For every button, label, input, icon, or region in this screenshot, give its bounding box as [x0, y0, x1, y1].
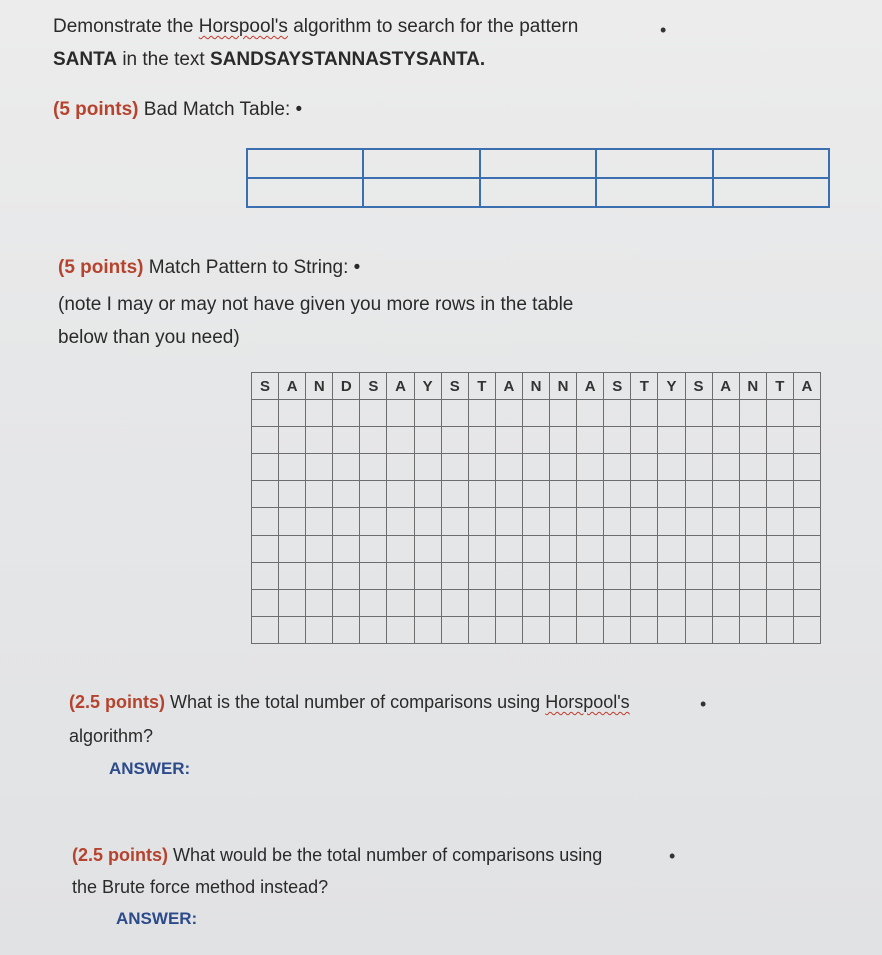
match-grid-cell[interactable] — [522, 508, 549, 535]
match-grid-header-cell: N — [739, 373, 766, 400]
match-grid-cell[interactable] — [468, 481, 495, 508]
match-grid-cell[interactable] — [468, 589, 495, 616]
match-grid-cell[interactable] — [279, 508, 306, 535]
match-grid-cell[interactable] — [793, 400, 820, 427]
match-grid-header-cell: A — [577, 373, 604, 400]
match-grid-cell[interactable] — [766, 427, 793, 454]
match-grid-cell[interactable] — [333, 535, 360, 562]
match-grid-cell[interactable] — [522, 481, 549, 508]
match-grid-cell[interactable] — [279, 427, 306, 454]
match-grid-header-cell: S — [685, 373, 712, 400]
match-grid-cell[interactable] — [333, 427, 360, 454]
match-grid-cell[interactable] — [306, 589, 333, 616]
match-grid-cell[interactable] — [333, 400, 360, 427]
bad-match-table — [246, 148, 830, 208]
match-grid-cell[interactable] — [306, 454, 333, 481]
match-grid-cell[interactable] — [712, 508, 739, 535]
match-grid-header-cell: A — [495, 373, 522, 400]
match-grid-cell[interactable] — [387, 481, 414, 508]
intro-line-1 — [53, 15, 578, 39]
match-grid-cell[interactable] — [441, 508, 468, 535]
match-grid-cell[interactable] — [279, 481, 306, 508]
match-grid-cell[interactable] — [658, 589, 685, 616]
match-grid-cell[interactable] — [550, 508, 577, 535]
match-grid-cell[interactable] — [550, 400, 577, 427]
match-grid-cell[interactable] — [441, 454, 468, 481]
match-grid-cell[interactable] — [441, 400, 468, 427]
match-note-line-2: below than you need) — [58, 327, 240, 348]
match-grid-cell[interactable] — [658, 400, 685, 427]
match-grid-cell[interactable] — [279, 454, 306, 481]
bad-match-row — [247, 178, 829, 207]
match-grid-cell[interactable] — [793, 454, 820, 481]
q3-line-2: algorithm? — [69, 726, 154, 746]
match-grid-cell[interactable] — [387, 400, 414, 427]
intro-end: . — [479, 49, 486, 70]
match-grid-cell[interactable] — [712, 427, 739, 454]
match-grid-cell[interactable] — [414, 589, 441, 616]
match-grid-row — [252, 481, 821, 508]
bad-match-heading — [53, 98, 302, 122]
match-grid-cell[interactable] — [712, 535, 739, 562]
match-grid-cell[interactable] — [739, 427, 766, 454]
match-grid-cell[interactable] — [333, 589, 360, 616]
match-grid-cell[interactable] — [631, 535, 658, 562]
match-grid-cell[interactable] — [414, 400, 441, 427]
match-grid-cell[interactable] — [658, 427, 685, 454]
match-grid-cell[interactable] — [658, 535, 685, 562]
match-grid-header-cell: N — [522, 373, 549, 400]
match-grid-cell[interactable] — [577, 508, 604, 535]
match-grid-cell[interactable] — [522, 616, 549, 643]
match-grid-cell[interactable] — [414, 481, 441, 508]
match-grid-cell[interactable] — [279, 400, 306, 427]
q4-bullet: • — [669, 846, 676, 866]
bad-match-cell[interactable] — [363, 149, 479, 178]
match-grid-cell[interactable] — [631, 508, 658, 535]
match-grid-cell[interactable] — [712, 562, 739, 589]
match-grid-cell[interactable] — [577, 535, 604, 562]
match-grid-cell[interactable] — [414, 562, 441, 589]
horspool-word: Horspool's — [198, 16, 288, 37]
match-grid-cell[interactable] — [333, 562, 360, 589]
match-grid-cell[interactable] — [495, 616, 522, 643]
bad-match-label: Bad Match Table: • — [138, 99, 303, 120]
match-grid-cell[interactable] — [631, 400, 658, 427]
match-grid-cell[interactable] — [739, 481, 766, 508]
match-grid-cell[interactable] — [631, 589, 658, 616]
match-grid-cell[interactable] — [252, 535, 279, 562]
match-grid-header-cell: S — [441, 373, 468, 400]
match-grid-cell[interactable] — [252, 481, 279, 508]
bad-match-cell[interactable] — [713, 149, 829, 178]
q4-answer-label: ANSWER: — [116, 909, 198, 928]
q3-bullet: • — [700, 694, 707, 714]
match-grid-header-cell: T — [468, 373, 495, 400]
match-grid-cell[interactable] — [387, 508, 414, 535]
match-grid-cell[interactable] — [387, 562, 414, 589]
match-grid-cell[interactable] — [441, 589, 468, 616]
match-grid-header-cell: Y — [658, 373, 685, 400]
match-points: (5 points) — [58, 257, 144, 278]
search-text: SANDSAYSTANNASTYSANTA — [210, 49, 480, 70]
intro-text-post: algorithm to search for the pattern — [287, 16, 579, 37]
match-grid-cell[interactable] — [360, 400, 387, 427]
match-grid-cell[interactable] — [387, 535, 414, 562]
match-grid-cell[interactable] — [414, 616, 441, 643]
match-grid-cell[interactable] — [495, 562, 522, 589]
match-grid-cell[interactable] — [360, 589, 387, 616]
match-grid-cell[interactable] — [495, 535, 522, 562]
match-grid-row — [252, 535, 821, 562]
match-grid-cell[interactable] — [685, 535, 712, 562]
q3-answer-label: ANSWER: — [109, 759, 191, 778]
match-grid-header-cell: N — [306, 373, 333, 400]
match-grid-header-cell: Y — [414, 373, 441, 400]
match-grid-cell[interactable] — [577, 481, 604, 508]
match-grid-cell[interactable] — [685, 562, 712, 589]
match-grid-cell[interactable] — [333, 508, 360, 535]
match-grid-cell[interactable] — [631, 427, 658, 454]
q4-line-2: the Brute force method instead? — [72, 877, 329, 897]
match-grid-cell[interactable] — [685, 400, 712, 427]
match-grid-cell[interactable] — [604, 562, 631, 589]
bad-match-cell[interactable] — [247, 178, 363, 207]
match-grid-cell[interactable] — [739, 454, 766, 481]
intro-text-pre: Demonstrate the — [53, 16, 199, 37]
match-grid-cell[interactable] — [793, 508, 820, 535]
match-grid-row — [252, 616, 821, 643]
match-grid-cell[interactable] — [550, 454, 577, 481]
bad-match-cell[interactable] — [363, 178, 479, 207]
match-grid-cell[interactable] — [685, 508, 712, 535]
match-grid-cell[interactable] — [306, 400, 333, 427]
match-grid-cell[interactable] — [252, 589, 279, 616]
match-grid-cell[interactable] — [550, 616, 577, 643]
match-grid-cell[interactable] — [793, 589, 820, 616]
match-grid-cell[interactable] — [604, 454, 631, 481]
bad-match-cell[interactable] — [480, 178, 596, 207]
match-grid-cell[interactable] — [766, 400, 793, 427]
match-grid-cell[interactable] — [279, 589, 306, 616]
match-grid-row — [252, 454, 821, 481]
match-grid-cell[interactable] — [441, 535, 468, 562]
intro-bullet: • — [660, 20, 667, 40]
match-grid-cell[interactable] — [577, 616, 604, 643]
match-grid-cell[interactable] — [495, 454, 522, 481]
match-grid-cell[interactable] — [766, 508, 793, 535]
match-grid-cell[interactable] — [522, 535, 549, 562]
match-grid-cell[interactable] — [468, 427, 495, 454]
match-grid-cell[interactable] — [577, 454, 604, 481]
match-grid-header-row — [252, 373, 821, 400]
match-grid-cell[interactable] — [577, 562, 604, 589]
match-grid-cell[interactable] — [793, 427, 820, 454]
match-grid-cell[interactable] — [387, 427, 414, 454]
match-grid — [251, 372, 821, 644]
match-grid-cell[interactable] — [604, 616, 631, 643]
match-grid-header-cell: A — [387, 373, 414, 400]
match-grid-cell[interactable] — [414, 508, 441, 535]
bad-match-points: (5 points) — [53, 99, 139, 120]
match-grid-cell[interactable] — [631, 562, 658, 589]
match-grid-row — [252, 589, 821, 616]
match-grid-cell[interactable] — [550, 535, 577, 562]
match-grid-cell[interactable] — [739, 400, 766, 427]
bad-match-body — [247, 149, 829, 207]
match-grid-cell[interactable] — [631, 616, 658, 643]
match-grid-cell[interactable] — [414, 427, 441, 454]
match-grid-cell[interactable] — [306, 481, 333, 508]
match-note-line-1: (note I may or may not have given you more rows in the table — [58, 294, 574, 315]
match-grid-cell[interactable] — [360, 508, 387, 535]
q3-points: (2.5 points) — [69, 692, 166, 712]
bad-match-row — [247, 149, 829, 178]
match-grid-cell[interactable] — [604, 427, 631, 454]
match-grid-cell[interactable] — [468, 508, 495, 535]
bad-match-cell[interactable] — [480, 149, 596, 178]
match-grid-cell[interactable] — [387, 454, 414, 481]
match-grid-cell[interactable] — [658, 481, 685, 508]
match-grid-cell[interactable] — [468, 562, 495, 589]
match-grid-cell[interactable] — [712, 616, 739, 643]
match-grid-cell[interactable] — [685, 454, 712, 481]
match-grid-cell[interactable] — [441, 427, 468, 454]
match-grid-cell[interactable] — [387, 589, 414, 616]
match-grid-cell[interactable] — [495, 427, 522, 454]
match-grid-cell[interactable] — [685, 616, 712, 643]
match-grid-cell[interactable] — [685, 427, 712, 454]
match-grid-row — [252, 400, 821, 427]
match-grid-cell[interactable] — [631, 481, 658, 508]
match-grid-cell[interactable] — [604, 508, 631, 535]
q3-text: What is the total number of comparisons using — [165, 692, 546, 712]
match-grid-cell[interactable] — [252, 427, 279, 454]
intro-line-2 — [53, 48, 485, 72]
match-grid-cell[interactable] — [522, 454, 549, 481]
match-grid-cell[interactable] — [252, 562, 279, 589]
match-grid-header-cell: S — [252, 373, 279, 400]
match-grid-cell[interactable] — [604, 481, 631, 508]
bad-match-cell[interactable] — [596, 149, 712, 178]
match-grid-cell[interactable] — [577, 400, 604, 427]
match-grid-cell[interactable] — [577, 427, 604, 454]
match-grid-cell[interactable] — [658, 508, 685, 535]
match-grid-cell[interactable] — [550, 589, 577, 616]
pattern-text: SANTA — [53, 49, 118, 70]
match-grid-cell[interactable] — [387, 616, 414, 643]
match-grid-header-cell: T — [766, 373, 793, 400]
q3-horspool-word: Horspool's — [545, 692, 630, 712]
match-grid-header-cell: D — [333, 373, 360, 400]
match-grid-header-cell: S — [604, 373, 631, 400]
match-grid-cell[interactable] — [279, 616, 306, 643]
match-grid-cell[interactable] — [279, 535, 306, 562]
match-grid-cell[interactable] — [441, 616, 468, 643]
match-grid-cell[interactable] — [495, 589, 522, 616]
match-grid-cell[interactable] — [712, 400, 739, 427]
match-grid-cell[interactable] — [495, 508, 522, 535]
match-grid-cell[interactable] — [468, 616, 495, 643]
match-grid-cell[interactable] — [360, 562, 387, 589]
match-grid-cell[interactable] — [252, 508, 279, 535]
match-grid-cell[interactable] — [252, 454, 279, 481]
match-grid-cell[interactable] — [360, 481, 387, 508]
match-grid-body — [252, 373, 821, 644]
match-grid-cell[interactable] — [414, 454, 441, 481]
match-grid-cell[interactable] — [306, 427, 333, 454]
match-grid-cell[interactable] — [739, 508, 766, 535]
match-label: Match Pattern to String: • — [143, 257, 361, 278]
match-grid-cell[interactable] — [766, 589, 793, 616]
match-grid-cell[interactable] — [522, 589, 549, 616]
match-grid-cell[interactable] — [766, 562, 793, 589]
match-grid-cell[interactable] — [468, 454, 495, 481]
match-grid-cell[interactable] — [252, 616, 279, 643]
match-grid-cell[interactable] — [658, 562, 685, 589]
match-grid-cell[interactable] — [522, 562, 549, 589]
match-grid-cell[interactable] — [495, 400, 522, 427]
match-grid-cell[interactable] — [793, 535, 820, 562]
match-heading — [58, 256, 360, 280]
match-grid-cell[interactable] — [360, 535, 387, 562]
match-grid-cell[interactable] — [739, 535, 766, 562]
match-grid-cell[interactable] — [495, 481, 522, 508]
match-grid-cell[interactable] — [604, 400, 631, 427]
match-grid-cell[interactable] — [685, 589, 712, 616]
match-grid-cell[interactable] — [712, 481, 739, 508]
match-grid-row — [252, 427, 821, 454]
match-grid-cell[interactable] — [739, 616, 766, 643]
bad-match-cell[interactable] — [713, 178, 829, 207]
match-grid-cell[interactable] — [604, 535, 631, 562]
match-grid-cell[interactable] — [306, 562, 333, 589]
match-grid-cell[interactable] — [360, 454, 387, 481]
match-grid-cell[interactable] — [441, 562, 468, 589]
q4-text: What would be the total number of comparisons using — [168, 845, 603, 865]
match-grid-cell[interactable] — [685, 481, 712, 508]
match-grid-header-cell: N — [550, 373, 577, 400]
match-grid-cell[interactable] — [766, 481, 793, 508]
bad-match-cell[interactable] — [247, 149, 363, 178]
match-grid-header-cell: T — [631, 373, 658, 400]
match-grid-cell[interactable] — [577, 589, 604, 616]
match-grid-cell[interactable] — [658, 454, 685, 481]
match-grid-header-cell: A — [279, 373, 306, 400]
match-grid-cell[interactable] — [658, 616, 685, 643]
match-grid-cell[interactable] — [441, 481, 468, 508]
match-grid-cell[interactable] — [766, 454, 793, 481]
match-grid-cell[interactable] — [333, 481, 360, 508]
match-grid-cell[interactable] — [739, 562, 766, 589]
match-grid-cell[interactable] — [306, 535, 333, 562]
match-grid-cell[interactable] — [766, 535, 793, 562]
match-grid-header-cell: A — [712, 373, 739, 400]
match-grid-cell[interactable] — [712, 454, 739, 481]
match-grid-cell[interactable] — [333, 616, 360, 643]
match-grid-cell[interactable] — [712, 589, 739, 616]
match-grid-cell[interactable] — [793, 616, 820, 643]
match-grid-cell[interactable] — [550, 427, 577, 454]
match-grid-cell[interactable] — [550, 562, 577, 589]
match-grid-cell[interactable] — [631, 454, 658, 481]
match-grid-cell[interactable] — [550, 481, 577, 508]
bad-match-cell[interactable] — [596, 178, 712, 207]
match-grid-row — [252, 508, 821, 535]
q3-line-1 — [69, 690, 630, 714]
match-grid-cell[interactable] — [279, 562, 306, 589]
match-grid-cell[interactable] — [306, 508, 333, 535]
match-grid-cell[interactable] — [522, 427, 549, 454]
match-grid-cell[interactable] — [739, 589, 766, 616]
intro-mid: in the text — [117, 49, 210, 70]
match-grid-cell[interactable] — [604, 589, 631, 616]
match-grid-cell[interactable] — [360, 616, 387, 643]
match-grid-cell[interactable] — [793, 481, 820, 508]
match-grid-cell[interactable] — [414, 535, 441, 562]
match-grid-row — [252, 562, 821, 589]
match-grid-cell[interactable] — [793, 562, 820, 589]
match-grid-cell[interactable] — [468, 535, 495, 562]
match-grid-cell[interactable] — [252, 400, 279, 427]
match-grid-header-cell: S — [360, 373, 387, 400]
match-grid-cell[interactable] — [360, 427, 387, 454]
match-grid-cell[interactable] — [306, 616, 333, 643]
match-grid-cell[interactable] — [522, 400, 549, 427]
match-grid-cell[interactable] — [468, 400, 495, 427]
q4-points: (2.5 points) — [72, 845, 169, 865]
match-grid-cell[interactable] — [333, 454, 360, 481]
match-grid-cell[interactable] — [766, 616, 793, 643]
q4-line-1 — [72, 843, 602, 867]
match-grid-header-cell: A — [793, 373, 820, 400]
